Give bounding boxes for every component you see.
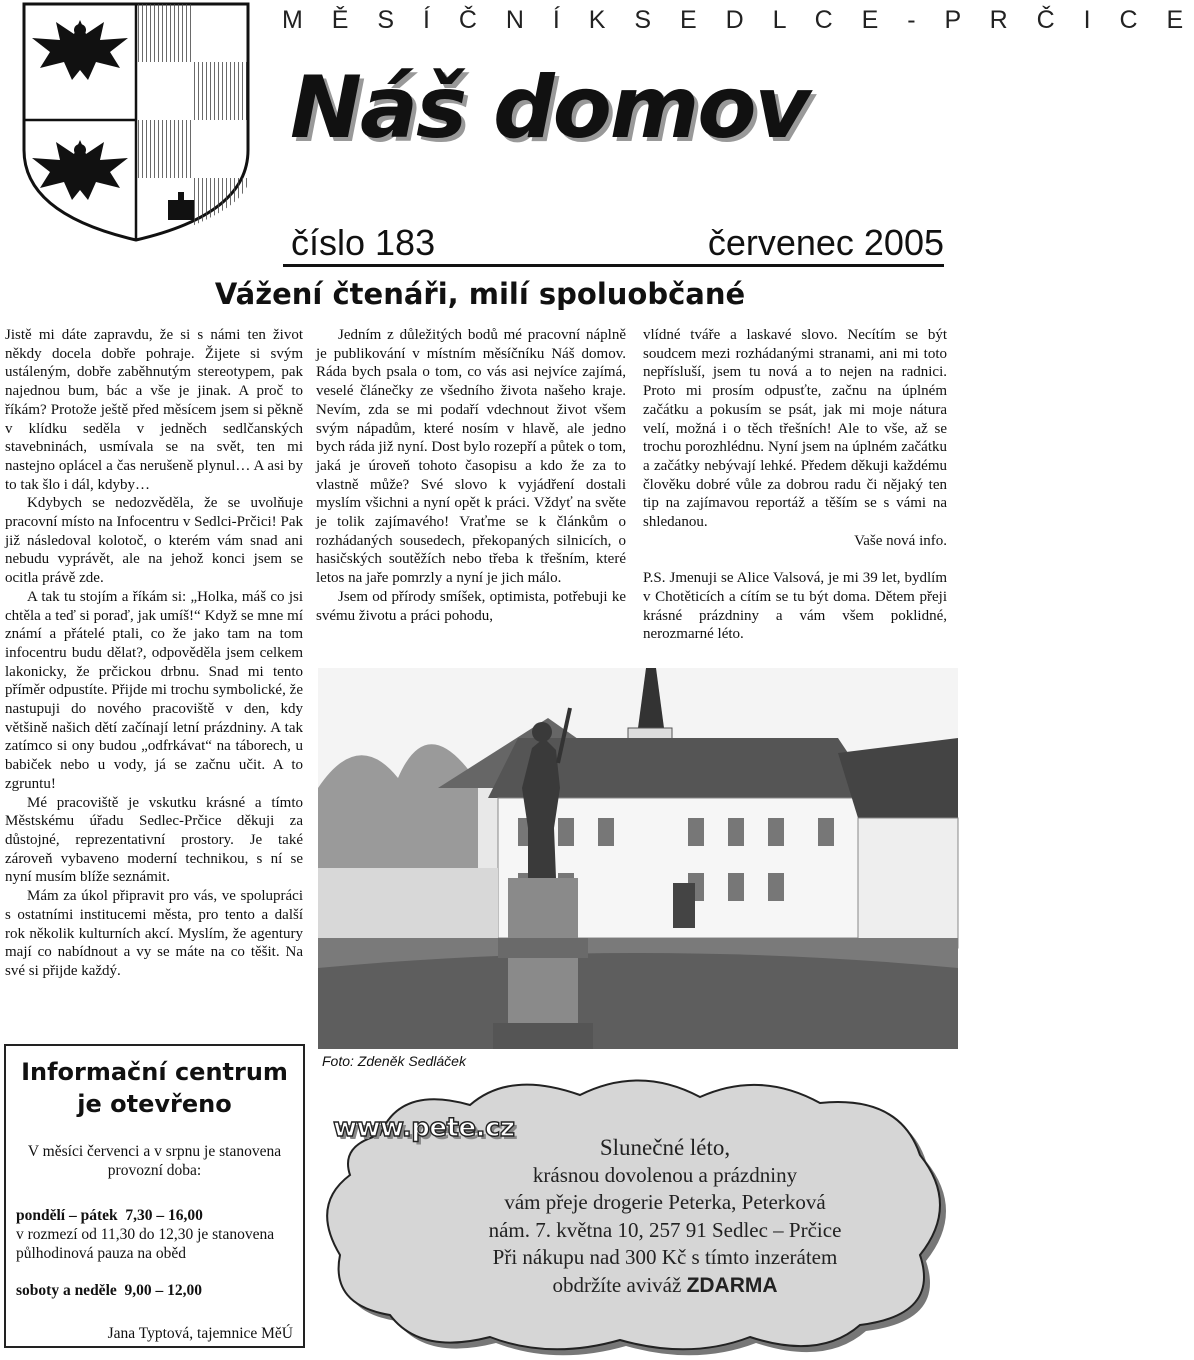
paragraph: Jistě mi dáte zapravdu, že si s námi ten život někdy docela dobře pohraje. Žijete si svým ustáleným, dobře zaběhnutým stereotypem, pak najednou bum, bác a vše je jinak. A proč to říkám? Protože ještě před měsícem jsem si pěkně v klídku seděla v jedněch sedlčanských stavebninách, usmívala se na svět, ten mi nastejno oplácel a čas nerušeně plynul… A asi by to tak šlo i dál, kdyby… [5,327,303,493]
info-box-title-line: je otevřeno [77,1090,232,1118]
issue-number: číslo 183 [291,222,436,263]
ad-line: krásnou dovolenou a prázdniny [532,1162,798,1187]
ad-line-prefix: obdržíte aviváž [552,1272,682,1297]
info-box-signature: Jana Typtová, tajemnice MěÚ [107,1325,293,1342]
masthead-title: Náš domov [290,58,809,158]
paragraph: Jedním z důležitých bodů mé pracovní náplně je publikování v místním měsíčníku Náš domov. Ráda bych psala o tom, co vás asi nejvíce zajímá, veselé článečky ze všedního života našeho kraje. Nevím, zda se mi podaří vdechnout život všem svým nápadům, které nosím v hlavě, ale jedno bych ráda již nyní. Dost bylo rozepří a půtek o tom, jaká je úroveň tohoto časopisu a kdo že za to vlastně může? Své slovo k vyjádření dostali myslím všichni a nyní opět k práci. Vždyť na světe je tolik zajímavého! Vraťme se k článkům o rozhádaných sousedech, překopaných silnicích, o hasičských soutěžích nebo třeba k třešním, které letos na jaře pomrzly a nyní je jich málo. [316,327,626,587]
article-column-1 [5,326,303,981]
weekday-time: 7,30 – 16,00 [125,1207,203,1224]
town-crest-logo [18,0,254,244]
postscript: P.S. Jmenuji se Alice Valsová, je mi 39 let, bydlím v Chotěticích a cítím se tu být doma. Dětem přeji krásné prázdniny a vám všem poklidné, nerozmarné léto. [643,570,947,643]
weekday-note: v rozmezí od 11,30 do 12,30 je stanovena půlhodinová pauza na oběd [16,1226,275,1262]
town-square-photo [318,668,958,1049]
masthead-subtitle: M Ě S Í Č N Í K S E D L C E - P R Č I C E [282,6,1194,34]
ad-text [415,1134,915,1299]
ad-line: vám přeje drogerie Peterka, Peterková [504,1190,826,1214]
paragraph: Mé pracoviště je vskutku krásné a tímto Městskému úřadu Sedlec-Prčice děkuji za důstojné, reprezentativní prostory. Je také zároveň vybaveno moderní technikou, s ní se nyní musím blíže seznámit. [5,794,303,886]
article-column-2 [316,326,626,625]
ad-free-label: ZDARMA [686,1273,778,1297]
photo-credit: Foto: Zdeněk Sedláček [322,1053,466,1069]
paragraph: vlídné tváře a laskavé slovo. Necítím se být soudcem mezi rozhádanými stranami, ani mi toto nepřísluší, jsem tu nová a to nejen na radnici. Proto mi prosím odpusťte, začnu na úplném začátku a pokusím se psát, jak mi moje nátura velí, možná i o těch třešních! Ale to vše, až se trochu porozhlédnu. Nyní jsem na úplném začátku a začátky nebývají lehké. Předem děkuji každému člověku dobré vůle za dobrou radu či nějaký ten tip na zajímavou reportáž a těším se s vámi na shledanou. [643,327,947,531]
paragraph: Jsem od přírody smíšek, optimista, potřebuji ke svému životu a práci pohodu, [316,588,626,624]
weekday-label: pondělí – pátek [16,1207,118,1224]
weekend-label: soboty a neděle [16,1282,117,1299]
info-box-title [6,1056,303,1120]
article-signoff: Vaše nová info. [854,532,947,549]
article-headline: Vážení čtenáři, milí spoluobčané [214,277,746,311]
info-centre-box [4,1044,305,1348]
ad-line [415,1272,915,1300]
ad-line: Při nákupu nad 300 Kč s tímto inzerátem [492,1245,838,1269]
paragraph: Kdybych se nedozvěděla, že se uvolňuje pracovní místo na Infocentru v Sedlci-Prčici! Pak již následoval kolotoč, o kterém vám snad ani nebudu vyprávět, ale na jehož konci jsem se ocitla právě zde. [5,495,303,587]
weekday-hours [16,1206,303,1263]
info-box-intro: V měsíci červenci a v srpnu je stanovena provozní doba: [27,1143,282,1179]
ad-url-link[interactable]: www.pete.cz [333,1113,515,1143]
issue-date: červenec 2005 [707,222,944,263]
paragraph: A tak tu stojím a říkám si: „Holka, máš co jsi chtěla a teď si poraď, jak umíš!“ Když se mne mí známí a přátelé ptali, co že jako tam na tom infocentru budu dělat?, odpověděla jsem celkem lakonicky, že prčickou drbnu. Snad mi tento příměr odpustíte. Přijde mi trochu symbolické, že nastupuji do nového pracoviště v den, kdy většině našich dětí začínají letní prázdniny. A tak zatímco si ony budou „odfrkávat“ na táborech, u babiček nebo u vody, já se začnu učit. A to zgruntu! [5,588,303,792]
weekend-time: 9,00 – 12,00 [124,1282,202,1299]
article-column-3 [643,326,947,644]
paragraph: Mám za úkol připravit pro vás, ve spolupráci s ostatními institucemi města, pro tento a další rok několik kulturních akcí. Myslím, že agentury mají co nabídnout a vy se máte na co těšit. Na své si přijde každý. [5,888,303,979]
ad-line: nám. 7. května 10, 257 91 Sedlec – Prčice [488,1217,842,1242]
issue-bar [283,222,944,267]
weekend-hours [16,1281,303,1300]
info-box-title-line: Informační centrum [21,1058,288,1086]
ad-line: Slunečné léto, [599,1135,731,1160]
